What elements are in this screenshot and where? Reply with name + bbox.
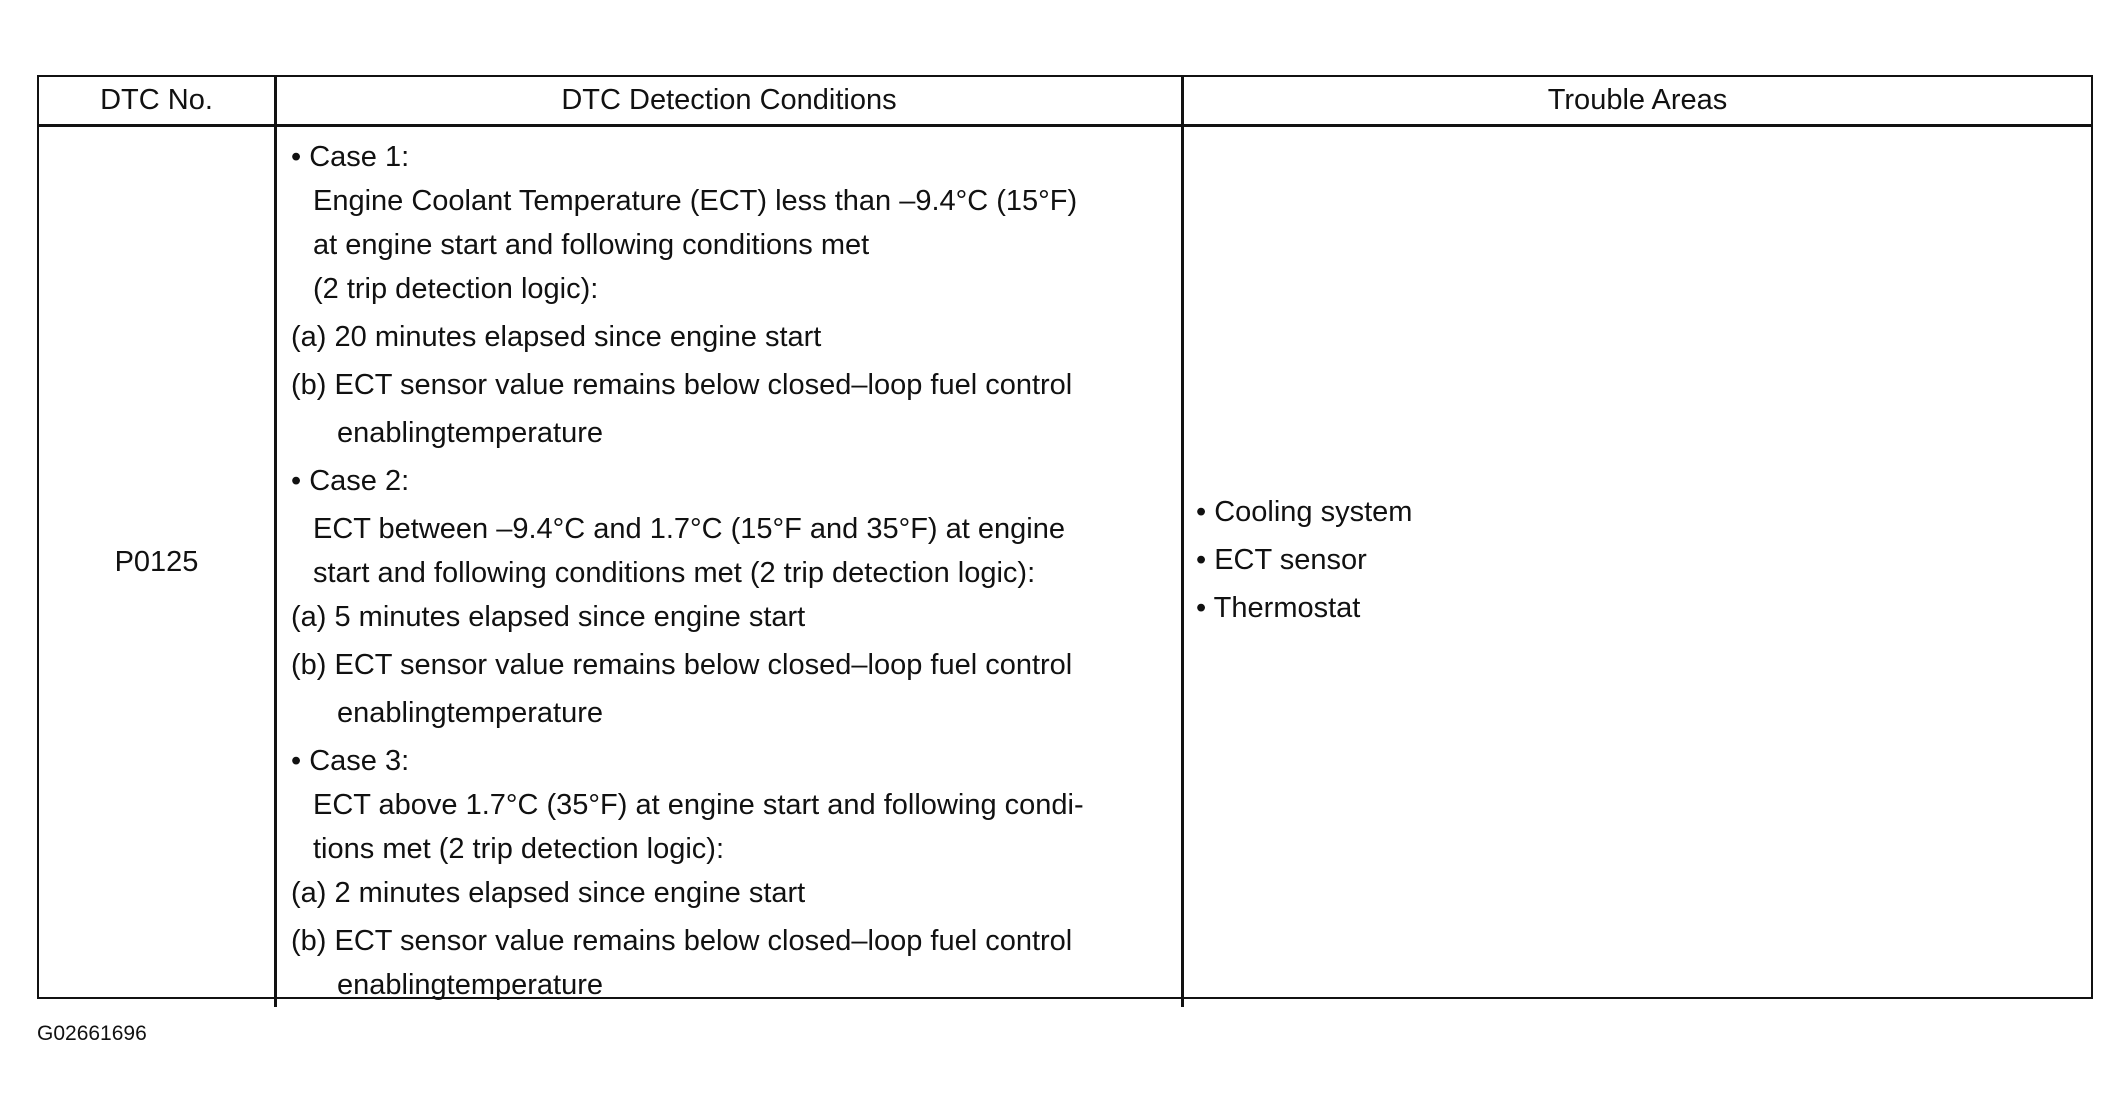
case-1-condition-b: (b) ECT sensor value remains below closed–loop fuel control bbox=[291, 369, 1073, 401]
trouble-area-item: • ECT sensor bbox=[1196, 544, 1367, 576]
dtc-table bbox=[37, 75, 2093, 999]
case-3-condition-a: (a) 2 minutes elapsed since engine start bbox=[291, 877, 806, 909]
case-1-condition-b-cont: enablingtemperature bbox=[337, 417, 604, 449]
header-trouble-areas: Trouble Areas bbox=[1184, 77, 2091, 127]
case-3-condition-b: (b) ECT sensor value remains below closed–loop fuel control bbox=[291, 925, 1073, 957]
case-1-text: at engine start and following conditions met bbox=[313, 229, 870, 261]
case-2-text: start and following conditions met (2 trip detection logic): bbox=[313, 557, 1036, 589]
case-2-condition-a: (a) 5 minutes elapsed since engine start bbox=[291, 601, 806, 633]
dtc-code: P0125 bbox=[39, 127, 277, 1007]
case-2-condition-b: (b) ECT sensor value remains below closed–loop fuel control bbox=[291, 649, 1073, 681]
figure-code: G02661696 bbox=[37, 1022, 147, 1045]
case-1-heading: • Case 1: bbox=[291, 141, 410, 173]
case-1-text: (2 trip detection logic): bbox=[313, 273, 599, 305]
detection-conditions bbox=[277, 127, 1184, 1007]
header-dtc-no: DTC No. bbox=[39, 77, 277, 127]
header-detection-conditions: DTC Detection Conditions bbox=[277, 77, 1184, 127]
case-3-text: ECT above 1.7°C (35°F) at engine start and following condi- bbox=[313, 789, 1084, 821]
case-2-heading: • Case 2: bbox=[291, 465, 410, 497]
trouble-area-item: • Cooling system bbox=[1196, 496, 1413, 528]
case-3-condition-b-cont: enablingtemperature bbox=[337, 969, 604, 1001]
trouble-area-item: • Thermostat bbox=[1196, 592, 1361, 624]
case-3-heading: • Case 3: bbox=[291, 745, 410, 777]
case-3-text: tions met (2 trip detection logic): bbox=[313, 833, 725, 865]
trouble-areas bbox=[1184, 127, 2091, 1007]
case-1-condition-a: (a) 20 minutes elapsed since engine start bbox=[291, 321, 822, 353]
case-2-condition-b-cont: enablingtemperature bbox=[337, 697, 604, 729]
case-1-text: Engine Coolant Temperature (ECT) less than –9.4°C (15°F) bbox=[313, 185, 1078, 217]
case-2-text: ECT between –9.4°C and 1.7°C (15°F and 35°F) at engine bbox=[313, 513, 1065, 545]
